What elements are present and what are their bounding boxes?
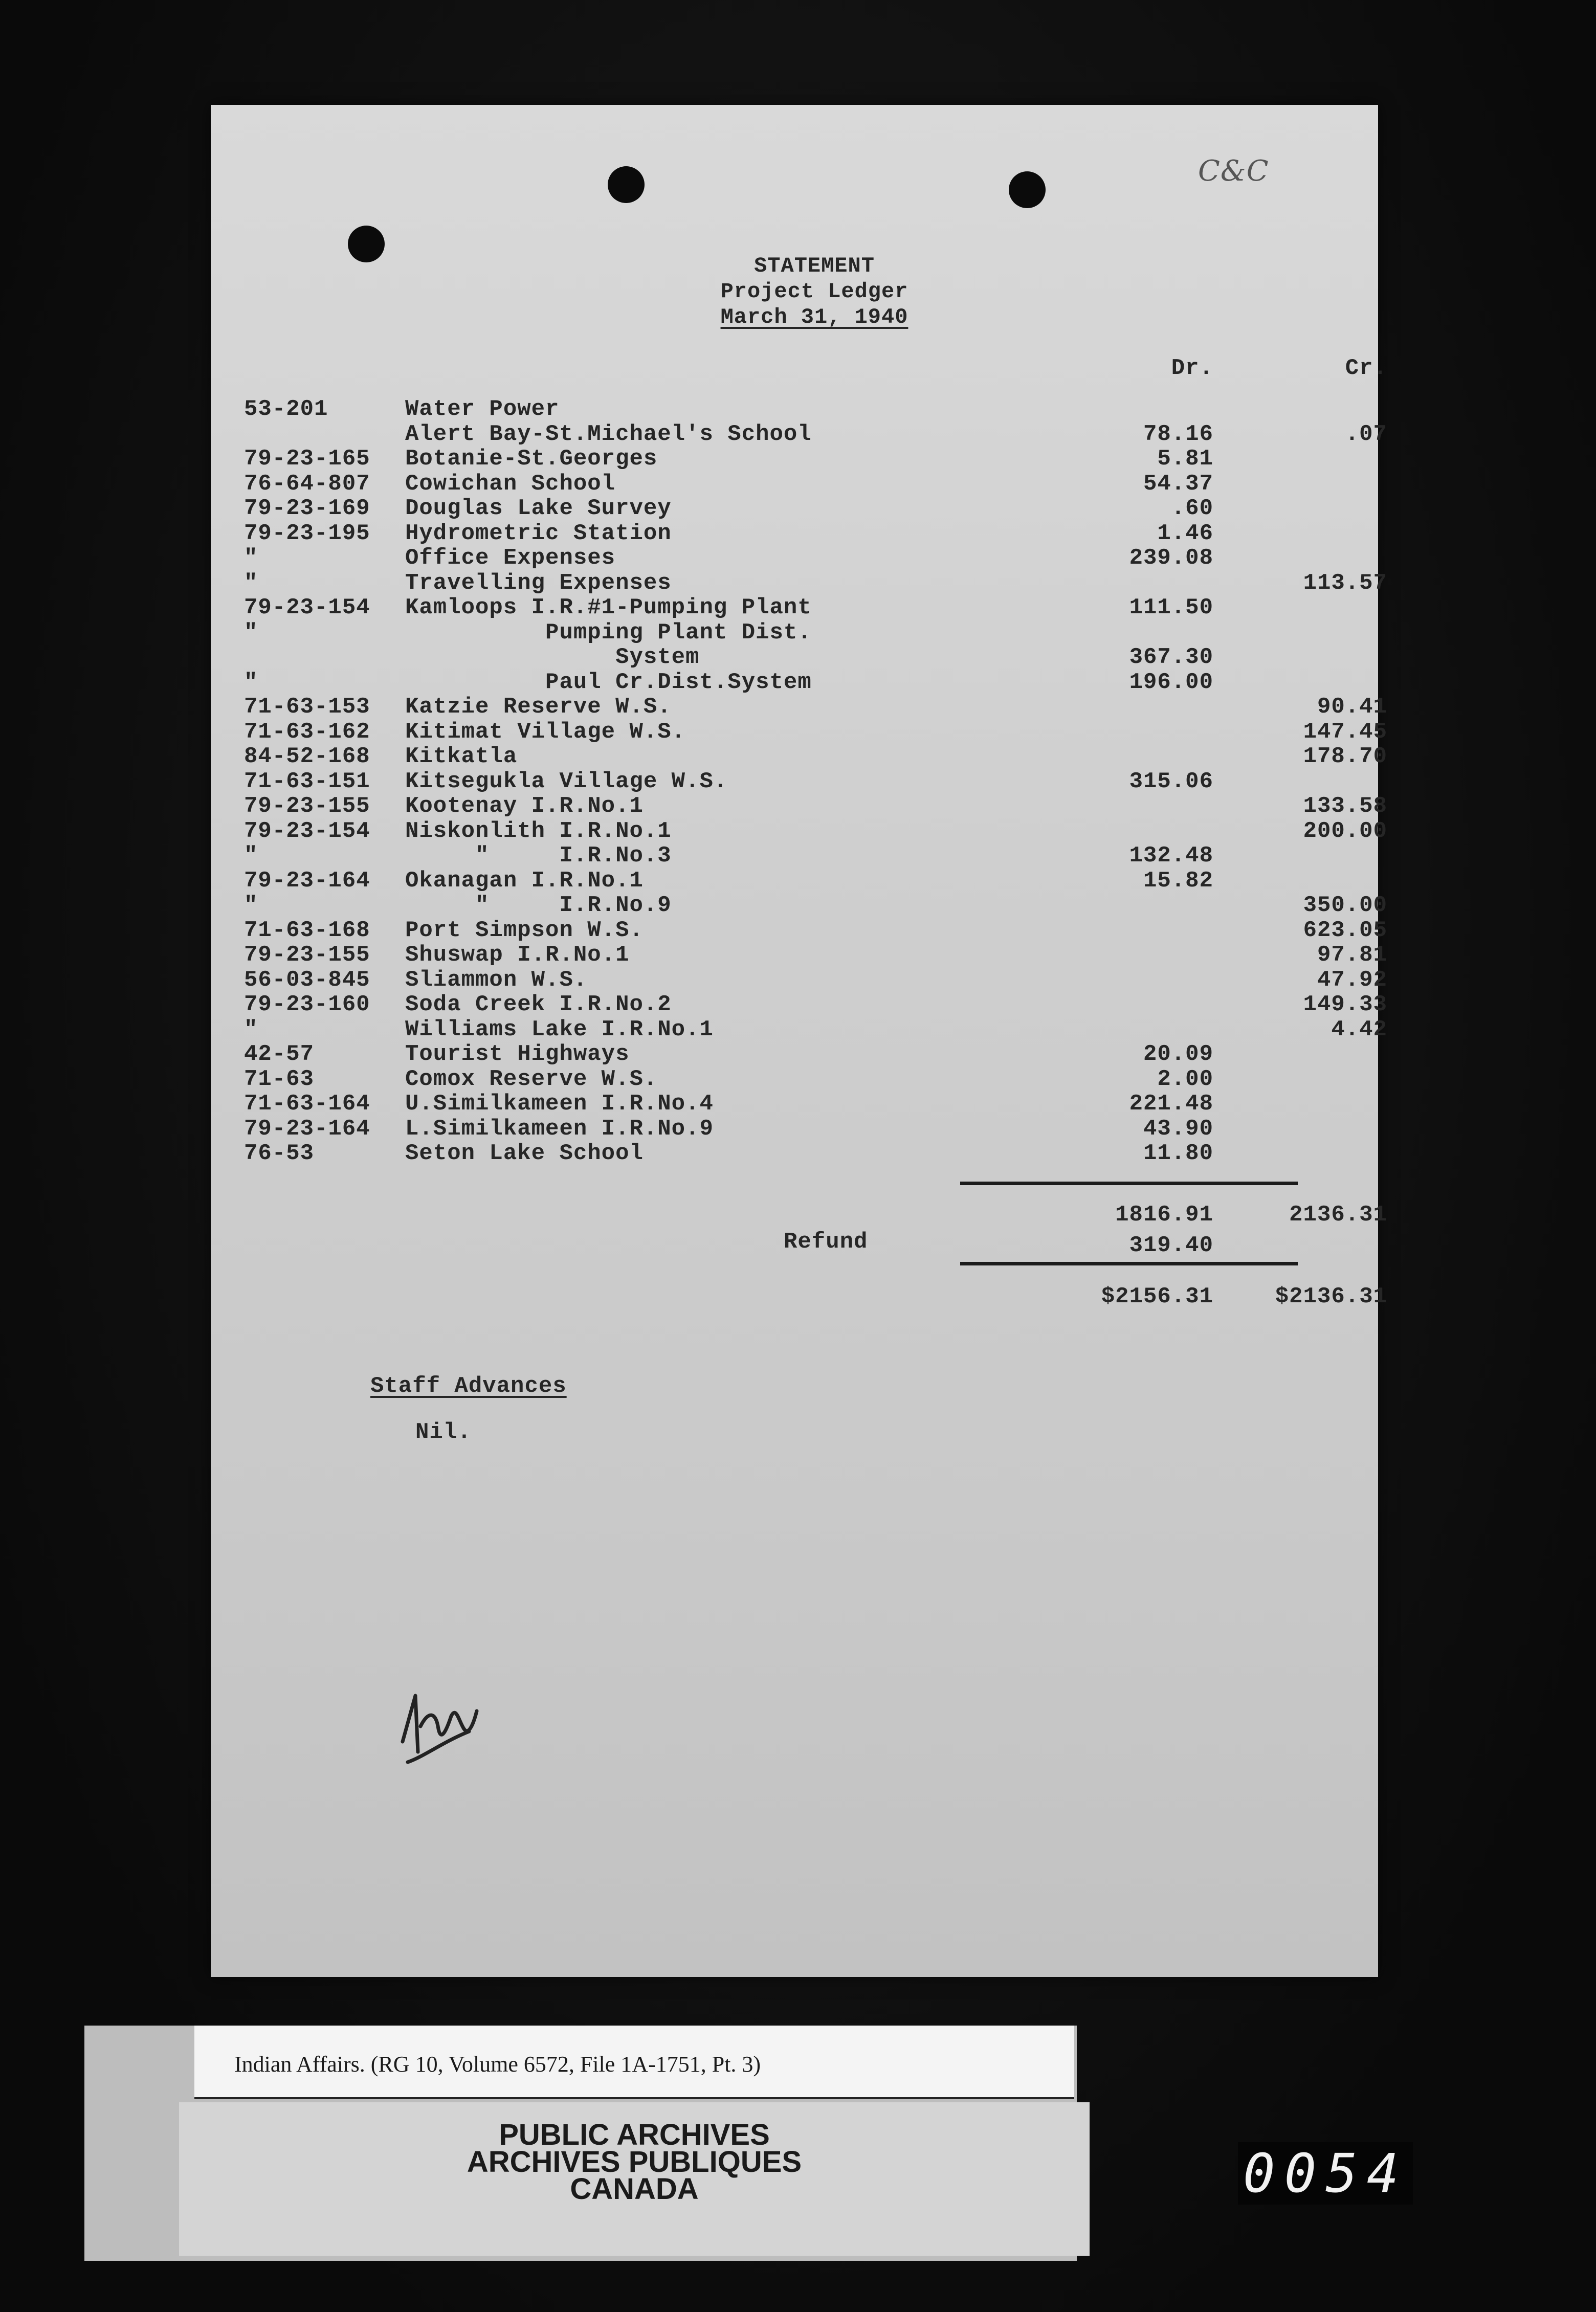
ledger-code: 56-03-845: [244, 967, 370, 993]
ledger-cr-amount: 4.42: [1331, 1016, 1387, 1042]
ledger-cr-amount: 147.45: [1303, 719, 1387, 745]
ledger-cr-amount: 97.81: [1317, 942, 1387, 968]
total-cr: $2136.31: [1275, 1284, 1387, 1309]
ledger-code: ": [244, 669, 258, 695]
ledger-code: 79-23-164: [244, 1116, 370, 1142]
ledger-description: Kamloops I.R.#1-Pumping Plant: [405, 595, 812, 620]
ledger-description: Office Expenses: [405, 545, 616, 571]
ledger-code: 42-57: [244, 1041, 315, 1067]
ledger-description: Pumping Plant Dist.: [405, 619, 812, 646]
statement-date: March 31, 1940: [720, 305, 908, 329]
subtotal-cr: 2136.31: [1289, 1202, 1387, 1228]
ledger-dr-amount: 315.06: [1129, 768, 1213, 794]
ledger-description: Kitsegukla Village W.S.: [405, 768, 728, 794]
ledger-dr-amount: 5.81: [1157, 446, 1213, 472]
ledger-code: ": [244, 545, 258, 571]
ledger-dr-amount: 2.00: [1157, 1066, 1213, 1092]
ledger-code: 71-63-164: [244, 1091, 370, 1117]
ledger-dr-amount: 367.30: [1129, 644, 1213, 670]
ledger-code: 71-63-151: [244, 768, 370, 794]
ledger-description: Botanie-St.Georges: [405, 446, 658, 472]
ledger-code: 84-52-168: [244, 744, 370, 769]
ledger-dr-amount: 11.80: [1143, 1141, 1213, 1166]
ledger-cr-amount: 149.33: [1303, 992, 1387, 1017]
ledger-description: Douglas Lake Survey: [405, 496, 672, 521]
ledger-dr-amount: .60: [1171, 496, 1213, 521]
handwritten-signature: [387, 1680, 490, 1772]
ledger-description: Travelling Expenses: [405, 570, 672, 596]
ledger-description: System: [405, 644, 700, 670]
ledger-dr-amount: 43.90: [1143, 1116, 1213, 1142]
refund-label: Refund: [784, 1229, 868, 1255]
ledger-dr-amount: 20.09: [1143, 1041, 1213, 1067]
ledger-code: 76-64-807: [244, 471, 370, 497]
punch-hole: [348, 226, 385, 262]
total-rule: [960, 1262, 1298, 1265]
ledger-dr-amount: 15.82: [1143, 868, 1213, 894]
ledger-document: [211, 105, 1387, 1977]
corner-note: C&C: [1198, 154, 1269, 188]
refund-dr: 319.40: [1129, 1233, 1213, 1258]
ledger-code: 79-23-154: [244, 595, 370, 620]
ledger-dr-amount: 54.37: [1143, 471, 1213, 497]
ledger-code: 71-63-168: [244, 917, 370, 943]
subtotal-dr: 1816.91: [1115, 1202, 1213, 1228]
statement-title: STATEMENT: [754, 254, 875, 278]
ledger-cr-amount: 350.00: [1303, 893, 1387, 918]
ledger-code: 79-23-169: [244, 496, 370, 521]
ledger-code: ": [244, 1016, 258, 1042]
ledger-description: Niskonlith I.R.No.1: [405, 818, 672, 844]
cr-column-header: Cr.: [1345, 355, 1387, 381]
ledger-description: Soda Creek I.R.No.2: [405, 992, 672, 1017]
ledger-description: Sliammon W.S.: [405, 967, 588, 993]
ledger-dr-amount: 78.16: [1143, 421, 1213, 447]
ledger-description: L.Similkameen I.R.No.9: [405, 1116, 714, 1142]
punch-hole: [608, 166, 645, 203]
ledger-cr-amount: 47.92: [1317, 967, 1387, 993]
ledger-cr-amount: 200.00: [1303, 818, 1387, 844]
ledger-description: Williams Lake I.R.No.1: [405, 1016, 714, 1042]
ledger-code: ": [244, 619, 258, 646]
ledger-description: " I.R.No.9: [405, 893, 672, 918]
ledger-description: Okanagan I.R.No.1: [405, 868, 644, 894]
ledger-dr-amount: 111.50: [1129, 595, 1213, 620]
ledger-description: Port Simpson W.S.: [405, 917, 644, 943]
ledger-description: Seton Lake School: [405, 1141, 644, 1166]
staff-advances-heading: Staff Advances: [370, 1373, 567, 1399]
ledger-code: 79-23-154: [244, 818, 370, 844]
ledger-code: 71-63-162: [244, 719, 370, 745]
ledger-code: 79-23-195: [244, 520, 370, 546]
archive-line-1: PUBLIC ARCHIVES: [499, 2118, 770, 2151]
archive-line-3: CANADA: [570, 2172, 699, 2206]
ledger-code: 79-23-164: [244, 868, 370, 894]
dr-column-header: Dr.: [1171, 355, 1213, 381]
ledger-code: 79-23-165: [244, 446, 370, 472]
ledger-dr-amount: 132.48: [1129, 843, 1213, 869]
ledger-description: Tourist Highways: [405, 1041, 630, 1067]
ledger-description: Kootenay I.R.No.1: [405, 793, 644, 819]
ledger-description: Kitkatla: [405, 744, 518, 769]
ledger-cr-amount: 178.70: [1303, 744, 1387, 769]
archive-line-2: ARCHIVES PUBLIQUES: [467, 2145, 802, 2178]
ledger-code: 53-201: [244, 396, 328, 422]
citation-text: Indian Affairs. (RG 10, Volume 6572, File 1A-1751, Pt. 3): [234, 2052, 761, 2077]
ledger-cr-amount: .07: [1345, 421, 1387, 447]
ledger-code: ": [244, 893, 258, 918]
ledger-code: ": [244, 570, 258, 596]
staff-advances-value: Nil.: [415, 1419, 472, 1445]
ledger-description: Alert Bay-St.Michael's School: [405, 421, 812, 447]
ledger-description: U.Similkameen I.R.No.4: [405, 1091, 714, 1117]
ledger-cr-amount: 133.58: [1303, 793, 1387, 819]
ledger-dr-amount: 239.08: [1129, 545, 1213, 571]
ledger-code: 79-23-155: [244, 942, 370, 968]
subtotal-rule: [960, 1182, 1298, 1185]
ledger-dr-amount: 196.00: [1129, 669, 1213, 695]
ledger-description: Shuswap I.R.No.1: [405, 942, 630, 968]
ledger-code: 79-23-160: [244, 992, 370, 1017]
ledger-description: Katzie Reserve W.S.: [405, 694, 672, 720]
ledger-dr-amount: 1.46: [1157, 520, 1213, 546]
ledger-code: ": [244, 843, 258, 869]
total-dr: $2156.31: [1101, 1284, 1213, 1309]
ledger-description: " I.R.No.3: [405, 843, 672, 869]
frame-number: 0054: [1238, 2142, 1413, 2205]
ledger-description: Hydrometric Station: [405, 520, 672, 546]
ledger-description: Water Power: [405, 396, 560, 422]
ledger-description: Paul Cr.Dist.System: [405, 669, 812, 695]
ledger-code: 71-63-153: [244, 694, 370, 720]
ledger-code: 76-53: [244, 1141, 315, 1166]
statement-subtitle: Project Ledger: [720, 279, 908, 304]
ledger-cr-amount: 90.41: [1317, 694, 1387, 720]
ledger-description: Kitimat Village W.S.: [405, 719, 686, 745]
ledger-cr-amount: 623.05: [1303, 917, 1387, 943]
ledger-code: 71-63: [244, 1066, 315, 1092]
punch-hole: [1009, 171, 1046, 208]
ledger-dr-amount: 221.48: [1129, 1091, 1213, 1117]
ledger-code: 79-23-155: [244, 793, 370, 819]
ledger-description: Comox Reserve W.S.: [405, 1066, 658, 1092]
ledger-description: Cowichan School: [405, 471, 616, 497]
ledger-cr-amount: 113.57: [1303, 570, 1387, 596]
